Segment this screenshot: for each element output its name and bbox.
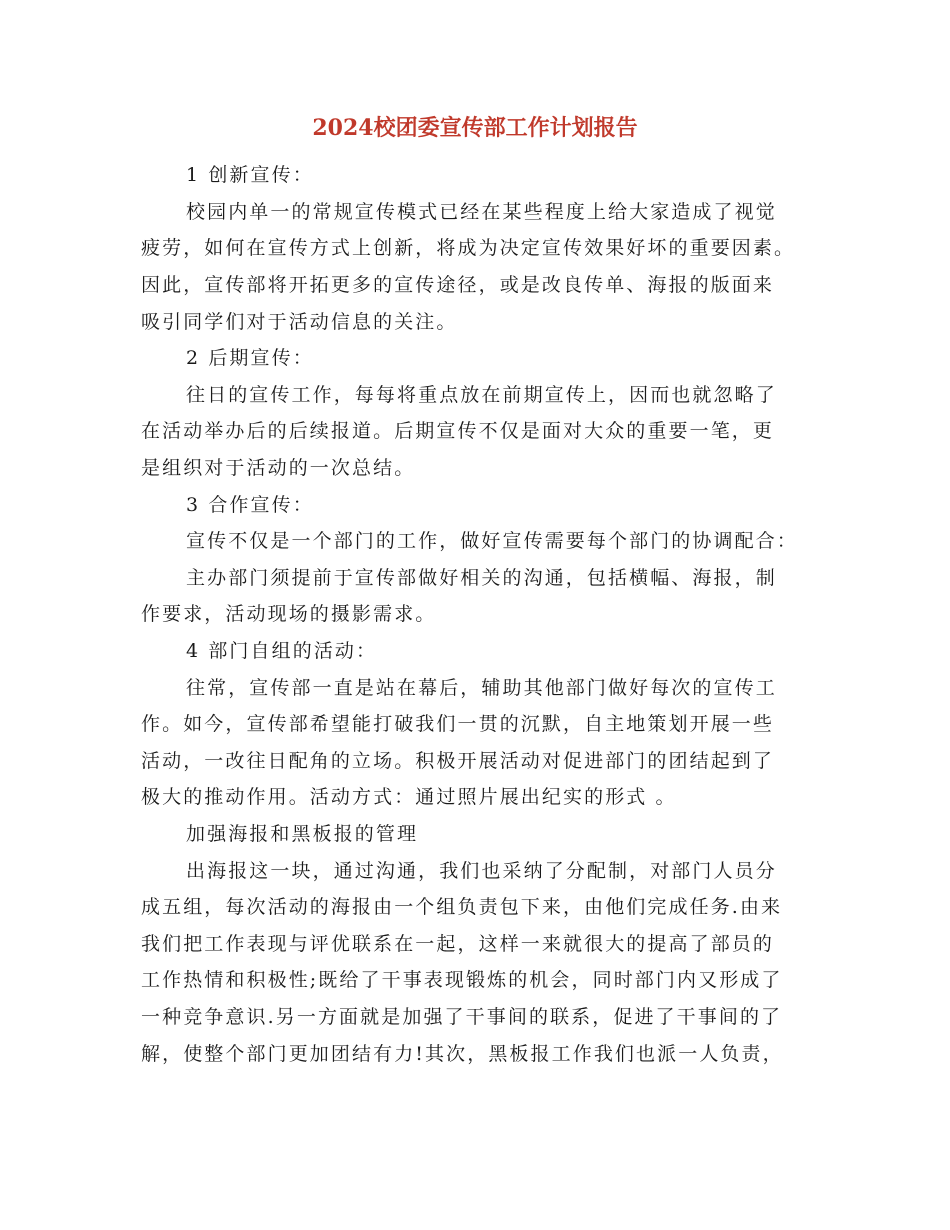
paragraph-line: 因此，宣传部将开拓更多的宣传途径，或是改良传单、海报的版面来 bbox=[141, 274, 775, 296]
section-heading-4: 4 部门自组的活动： bbox=[186, 640, 378, 662]
section-heading-5: 加强海报和黑板报的管理 bbox=[186, 823, 419, 845]
paragraph-line: 解，使整个部门更加团结有力!其次，黑板报工作我们也派一人负责， bbox=[141, 1043, 784, 1065]
paragraph-line: 一种竞争意识.另一方面就是加强了干事间的联系，促进了干事间的了 bbox=[141, 1006, 783, 1028]
paragraph-line: 工作热情和积极性;既给了干事表现锻炼的机会，同时部门内又形成了 bbox=[141, 969, 783, 991]
paragraph-line: 作。如今，宣传部希望能打破我们一贯的沉默，自主地策划开展一些 bbox=[141, 713, 775, 735]
paragraph-line: 往常，宣传部一直是站在幕后，辅助其他部门做好每次的宣传工 bbox=[186, 677, 777, 699]
paragraph-line: 疲劳，如何在宣传方式上创新，将成为决定宣传效果好坏的重要因素。 bbox=[141, 237, 796, 259]
paragraph-line: 是组织对于活动的一次总结。 bbox=[141, 457, 416, 479]
paragraph-line: 主办部门须提前于宣传部做好相关的沟通，包括横幅、海报，制 bbox=[186, 567, 777, 589]
paragraph-line: 我们把工作表现与评优联系在一起，这样一来就很大的提高了部员的 bbox=[141, 933, 775, 955]
section-heading-3: 3 合作宣传： bbox=[186, 494, 314, 516]
paragraph-line: 成五组，每次活动的海报由一个组负责包下来，由他们完成任务.由来 bbox=[141, 896, 783, 918]
document-title: 2024校团委宣传部工作计划报告 bbox=[312, 115, 638, 141]
paragraph-line: 活动，一改往日配角的立场。积极开展活动对促进部门的团结起到了 bbox=[141, 750, 775, 772]
paragraph-line: 作要求，活动现场的摄影需求。 bbox=[141, 603, 437, 625]
paragraph-line: 在活动举办后的后续报道。后期宣传不仅是面对大众的重要一笔，更 bbox=[141, 420, 775, 442]
paragraph-line: 极大的推动作用。活动方式：通过照片展出纪实的形式 。 bbox=[141, 786, 677, 808]
section-heading-2: 2 后期宣传： bbox=[186, 347, 314, 369]
paragraph-line: 宣传不仅是一个部门的工作，做好宣传需要每个部门的协调配合： bbox=[186, 530, 798, 552]
paragraph-line: 校园内单一的常规宣传模式已经在某些程度上给大家造成了视觉 bbox=[186, 201, 777, 223]
section-heading-1: 1 创新宣传： bbox=[186, 164, 314, 186]
paragraph-line: 吸引同学们对于活动信息的关注。 bbox=[141, 311, 458, 333]
paragraph-line: 出海报这一块，通过沟通，我们也采纳了分配制，对部门人员分 bbox=[186, 860, 777, 882]
paragraph-line: 往日的宣传工作，每每将重点放在前期宣传上，因而也就忽略了 bbox=[186, 384, 777, 406]
